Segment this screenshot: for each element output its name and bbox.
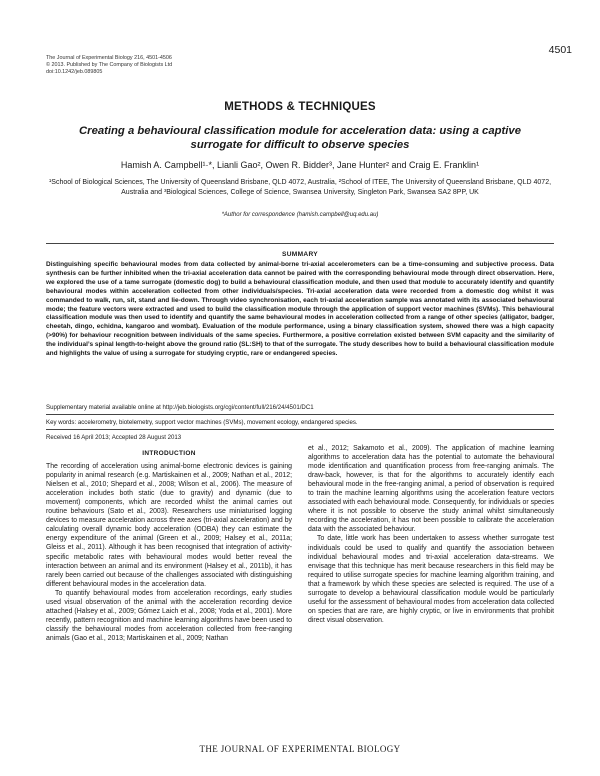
divider-top [46, 243, 554, 244]
correspondence-note: *Author for correspondence (hamish.campbell@uq.edu.au) [221, 212, 379, 218]
right-column [308, 444, 554, 625]
section-label: METHODS & TECHNIQUES [224, 101, 376, 113]
intro-paragraph: To date, little work has been undertaken to assess whether surrogate test individuals could be used to qualify and quantify the association between individual behavioural modes and tri-axial acceleration data-streams. We envisage that this technique has merit because researchers in this field may be required to utilise surrogate species for machine learning algorithm training, and that a framework by which these species are selected is required. The use of a surrogate to develop a behavioural classification module would be particularly useful for the assessment of behavioural modes from acceleration data collected on species that are rare, are highly cryptic, or live in environments that prohibit direct visual observation. [308, 535, 554, 624]
page-number: 4501 [548, 44, 572, 56]
affiliations: ¹School of Biological Sciences, The University of Queensland Brisbane, QLD 4072, Australia, ²School of ITEE, The University of Queensland Brisbane, QLD 4072, Australia and ³Biological Sciences, College of Science, Swansea University, Singleton Park, Swansea SA2 8PP, UK [48, 179, 552, 196]
author-list: Hamish A. Campbell¹·*, Lianli Gao², Owen R. Bidder³, Jane Hunter² and Craig E. Franklin¹ [120, 160, 480, 170]
keywords: Key words: accelerometry, biotelemetry, support vector machines (SVMs), movement ecology, endangered species. [46, 419, 358, 426]
article-title: Creating a behavioural classification module for acceleration data: using a captive surrogate for difficult to observe species [79, 125, 521, 151]
journal-footer: THE JOURNAL OF EXPERIMENTAL BIOLOGY [199, 744, 401, 754]
journal-meta [46, 55, 172, 77]
summary-heading: SUMMARY [282, 251, 318, 258]
introduction-heading: INTRODUCTION [142, 450, 196, 457]
doi-line[interactable]: doi:10.1242/jeb.089805 [46, 69, 103, 76]
divider-supplementary [46, 414, 554, 415]
intro-paragraph: et al., 2012; Sakamoto et al., 2009). The application of machine learning algorithms to acceleration data has the potential to automate the behavioural mode identification and quantification process from free-ranging animals. The draw-back, however, is that for the algorithms to accurately identify each behavioural mode in the free-ranging animal, a period of observation is required to train the machine learning algorithms using the acceleration feature vectors associated with each behavioural mode. Consequently, for individuals or species where it is not possible to observe the study animal whilst simultaneously recording the acceleration, it has not been possible to calibrate the acceleration data with the associated behaviour. [308, 445, 554, 534]
summary-text: Distinguishing specific behavioural modes from data collected by animal-borne tri-axial accelerometers can be a time-consuming and subjective process. Data synthesis can be further inhibited when the tri-axial acceleration data cannot be paired with the corresponding behavioural mode through direct observation. Here, we explored the use of a tame surrogate (domestic dog) to build a behavioural classification module, and then used that module to accurately identify and quantify behavioural modes within acceleration collected from other individuals/species. Tri-axial acceleration data were recorded from a domestic dog whilst it was commanded to walk, run, sit, stand and lie-down. Through video synchronisation, each tri-axial acceleration sample was annotated with its associated behavioural mode; the feature vectors were extracted and used to build the classification module through the application of support vector machines (SVMs). This behavioural classification module was then used to identify and quantify the same behavioural modes in acceleration collected from a range of other species (alligator, badger, cheetah, dingo, echidna, kangaroo and wombat). Evaluation of the module performance, using a binary classification system, showed there was a high capacity (>90%) for behaviour recognition between individuals of the same species. Furthermore, a positive correlation existed between SVM capacity and the similarity of the individual’s spinal length-to-height above the ground ratio (SL:SH) to that of the surrogate. The study describes how to build a behavioural classification module and highlights the value of using a surrogate for studying cryptic, rare or endangered species. [46, 261, 554, 358]
journal-citation: The Journal of Experimental Biology 216, 4501-4506 [46, 55, 172, 61]
received-accepted-dates: Received 16 April 2013; Accepted 28 August 2013 [46, 434, 182, 441]
divider-keywords [46, 429, 554, 430]
intro-paragraph: To quantify behavioural modes from acceleration recordings, early studies used visual observation of the animal with the acceleration recording device attached (Halsey et al., 2009; Gómez Laich et al., 2008; Yoda et al., 2001). More recently, pattern recognition and machine learning algorithms have been used to classify the behavioural modes from acceleration collected from free-ranging animals (Gao et al., 2013; Martiskainen et al., 2009; Nathan [46, 589, 292, 642]
intro-paragraph: The recording of acceleration using animal-borne electronic devices is gaining popularity in animal research (e.g. Martiskainen et al., 2009; Nathan et al., 2012; Nielsen et al., 2010; Shepard et al., 2008; Wilson et al., 2006). The measure of acceleration includes both static (due to gravity) and dynamic (due to movement) components, which are recorded whilst the animal carries out routine behaviours (Sato et al., 2003). Researchers use miniaturised logging devices to measure acceleration across three axes (tri-axial acceleration) and by calculating overall dynamic body acceleration (ODBA) they can estimate the energy expenditure of the animal (Green et al., 2009; Halsey et al., 2011a; Gleiss et al., 2011). Although it has been recognised that integration of activity-specific metabolic rates with behavioural modes would better reveal the interaction between an animal and its environment (Halsey et al., 2011b), it has rarely been carried out because of the challenges associated with distinguishing different behavioural modes in the acceleration data. [46, 463, 292, 588]
left-column [46, 449, 292, 643]
supplementary-note[interactable]: Supplementary material available online at http://jeb.biologists.org/cgi/content/full/216/24/4501/DC1 [46, 404, 314, 411]
copyright-line: © 2013. Published by The Company of Biologists Ltd [46, 62, 173, 69]
